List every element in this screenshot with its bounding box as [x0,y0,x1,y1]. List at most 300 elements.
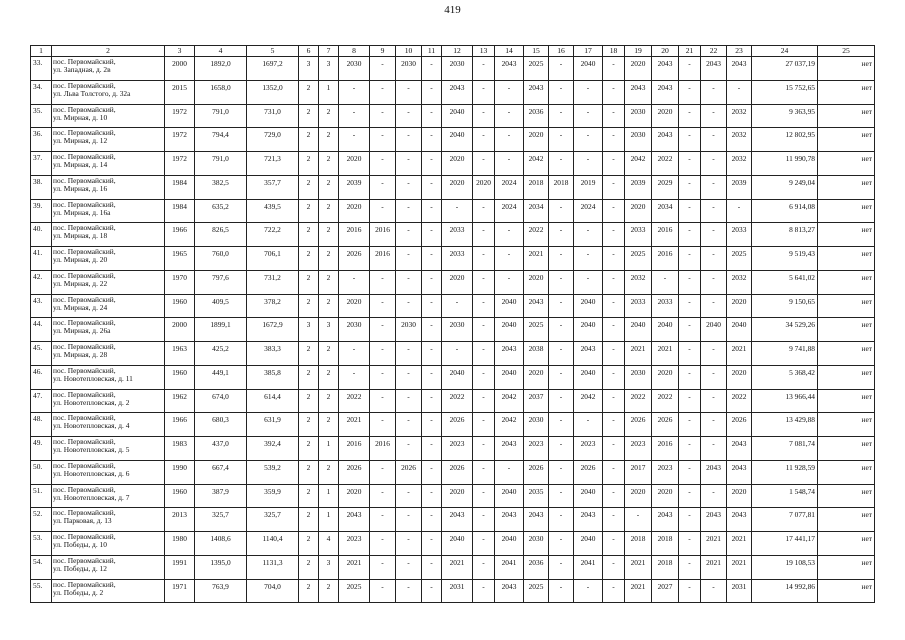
cell-col-21: - [679,152,701,176]
cell-col-7: 1 [319,437,339,461]
cell-col-21: - [679,555,701,579]
row-number: 35. [31,104,52,128]
cell-col-9: - [370,57,396,81]
cell-col-3: 2000 [165,318,195,342]
cell-col-10: - [396,152,422,176]
cell-col-4: 1658,0 [195,80,247,104]
cell-col-7: 4 [319,532,339,556]
cell-col-5: 1352,0 [247,80,299,104]
cell-col-25: нет [818,152,875,176]
cell-col-20: 2022 [652,152,679,176]
cell-col-14: - [495,460,524,484]
cell-col-8: - [339,128,370,152]
cell-col-11: - [422,318,442,342]
cell-col-6: 2 [299,294,319,318]
address-cell [52,484,165,508]
cell-col-9: 2016 [370,223,396,247]
table-body [31,57,875,603]
cell-col-10: - [396,294,422,318]
cell-col-11: - [422,152,442,176]
cell-col-17: - [574,152,603,176]
table-row [31,484,875,508]
cell-col-16: - [549,152,574,176]
cell-col-5: 1697,2 [247,57,299,81]
cell-col-20: 2020 [652,484,679,508]
row-number: 39. [31,199,52,223]
cell-col-20: 2043 [652,80,679,104]
cell-col-3: 1963 [165,342,195,366]
cell-col-6: 3 [299,57,319,81]
cell-col-6: 2 [299,104,319,128]
cell-col-11: - [422,579,442,603]
cell-col-14: 2042 [495,389,524,413]
cell-col-3: 2015 [165,80,195,104]
cell-col-6: 2 [299,413,319,437]
table-row [31,413,875,437]
cell-col-8: - [339,342,370,366]
cell-col-14: - [495,152,524,176]
cell-col-13: - [473,484,495,508]
cell-col-3: 2013 [165,508,195,532]
cell-col-16: 2018 [549,175,574,199]
cell-col-19: 2039 [625,175,652,199]
cell-col-5: 614,4 [247,389,299,413]
cell-col-23: 2043 [727,460,752,484]
cell-col-3: 1972 [165,128,195,152]
cell-col-4: 409,5 [195,294,247,318]
cell-col-18: - [603,57,625,81]
cell-col-5: 1672,9 [247,318,299,342]
cell-col-14: 2040 [495,532,524,556]
cell-col-18: - [603,508,625,532]
cell-col-12: - [442,294,473,318]
cell-col-14: 2040 [495,484,524,508]
cell-col-8: 2026 [339,460,370,484]
cell-col-18: - [603,365,625,389]
cell-col-17: 2040 [574,318,603,342]
cell-col-3: 2000 [165,57,195,81]
cell-col-16: - [549,389,574,413]
cell-col-25: нет [818,413,875,437]
cell-col-13: - [473,270,495,294]
cell-col-6: 2 [299,199,319,223]
table-row [31,460,875,484]
address-cell [52,389,165,413]
cell-col-3: 1965 [165,247,195,271]
cell-col-12: 2030 [442,57,473,81]
cell-col-14: - [495,270,524,294]
cell-col-9: 2016 [370,437,396,461]
cell-col-12: 2040 [442,532,473,556]
cell-col-18: - [603,152,625,176]
cell-col-21: - [679,104,701,128]
cell-col-8: - [339,104,370,128]
cell-col-7: 2 [319,270,339,294]
address-street: ул. Победы, д. 10 [53,540,107,550]
cell-col-11: - [422,342,442,366]
cell-col-24: 9 150,65 [752,294,818,318]
row-number: 55. [31,579,52,603]
address-street: ул. Мирная, д. 12 [53,136,108,146]
cell-col-14: 2024 [495,175,524,199]
cell-col-14: 2043 [495,579,524,603]
cell-col-4: 635,2 [195,199,247,223]
address-settlement: пос. Первомайский, [53,318,116,328]
cell-col-15: 2022 [524,223,549,247]
cell-col-17: - [574,270,603,294]
address-cell [52,555,165,579]
cell-col-25: нет [818,247,875,271]
cell-col-12: - [442,342,473,366]
cell-col-15: 2036 [524,555,549,579]
row-number: 43. [31,294,52,318]
cell-col-5: 439,5 [247,199,299,223]
cell-col-9: - [370,484,396,508]
cell-col-24: 12 802,95 [752,128,818,152]
cell-col-21: - [679,57,701,81]
cell-col-8: 2020 [339,294,370,318]
cell-col-6: 2 [299,508,319,532]
cell-col-8: 2022 [339,389,370,413]
address-cell [52,152,165,176]
register-table [30,45,875,603]
cell-col-20: 2020 [652,365,679,389]
cell-col-3: 1983 [165,437,195,461]
cell-col-13: - [473,223,495,247]
cell-col-13: - [473,318,495,342]
cell-col-16: - [549,460,574,484]
cell-col-19: 2018 [625,532,652,556]
cell-col-6: 2 [299,532,319,556]
cell-col-15: 2036 [524,104,549,128]
column-header-12: 12 [442,46,473,57]
cell-col-4: 760,0 [195,247,247,271]
row-number: 40. [31,223,52,247]
column-header-8: 8 [339,46,370,57]
cell-col-22: - [701,223,727,247]
cell-col-11: - [422,270,442,294]
column-header-17: 17 [574,46,603,57]
row-number: 42. [31,270,52,294]
cell-col-7: 2 [319,223,339,247]
cell-col-6: 3 [299,318,319,342]
cell-col-16: - [549,80,574,104]
table-row [31,199,875,223]
cell-col-17: 2043 [574,342,603,366]
table-row [31,318,875,342]
address-cell [52,223,165,247]
cell-col-12: 2020 [442,175,473,199]
cell-col-19: 2021 [625,579,652,603]
cell-col-23: 2033 [727,223,752,247]
cell-col-20: 2020 [652,104,679,128]
cell-col-12: 2026 [442,413,473,437]
cell-col-20: 2034 [652,199,679,223]
cell-col-13: - [473,57,495,81]
cell-col-3: 1972 [165,104,195,128]
row-number: 52. [31,508,52,532]
cell-col-19: 2020 [625,199,652,223]
cell-col-11: - [422,413,442,437]
address-street: ул. Новотепловская, д. 7 [53,492,130,502]
cell-col-9: - [370,270,396,294]
column-header-15: 15 [524,46,549,57]
cell-col-18: - [603,128,625,152]
address-settlement: пос. Первомайский, [53,365,116,375]
cell-col-5: 1131,3 [247,555,299,579]
cell-col-7: 2 [319,104,339,128]
cell-col-20: 2016 [652,437,679,461]
cell-col-9: 2016 [370,247,396,271]
cell-col-25: нет [818,437,875,461]
cell-col-11: - [422,365,442,389]
address-street: ул. Мирная, д. 28 [53,350,108,360]
cell-col-24: 5 368,42 [752,365,818,389]
address-settlement: пос. Первомайский, [53,128,116,138]
cell-col-16: - [549,484,574,508]
cell-col-24: 34 529,26 [752,318,818,342]
cell-col-17: 2040 [574,484,603,508]
cell-col-23: 2020 [727,484,752,508]
address-street: ул. Мирная, д. 18 [53,231,108,241]
cell-col-25: нет [818,199,875,223]
cell-col-8: 2020 [339,484,370,508]
cell-col-4: 437,0 [195,437,247,461]
cell-col-24: 6 914,08 [752,199,818,223]
cell-col-22: - [701,270,727,294]
address-settlement: пос. Первомайский, [53,104,116,114]
cell-col-23: 2032 [727,152,752,176]
cell-col-9: - [370,318,396,342]
cell-col-4: 791,0 [195,152,247,176]
cell-col-4: 387,9 [195,484,247,508]
cell-col-23: - [727,80,752,104]
cell-col-8: 2021 [339,413,370,437]
cell-col-9: - [370,365,396,389]
cell-col-12: 2033 [442,223,473,247]
address-street: ул. Мирная, д. 24 [53,302,108,312]
cell-col-3: 1984 [165,199,195,223]
cell-col-16: - [549,270,574,294]
cell-col-13: - [473,413,495,437]
cell-col-19: - [625,508,652,532]
cell-col-8: 2020 [339,199,370,223]
address-settlement: пос. Первомайский, [53,579,116,589]
cell-col-11: - [422,199,442,223]
cell-col-19: 2040 [625,318,652,342]
address-cell [52,579,165,603]
cell-col-18: - [603,318,625,342]
cell-col-12: 2031 [442,579,473,603]
cell-col-10: - [396,413,422,437]
cell-col-5: 706,1 [247,247,299,271]
cell-col-5: 357,7 [247,175,299,199]
column-header-7: 7 [319,46,339,57]
cell-col-24: 9 519,43 [752,247,818,271]
cell-col-11: - [422,460,442,484]
cell-col-16: - [549,318,574,342]
cell-col-24: 9 363,95 [752,104,818,128]
address-cell [52,508,165,532]
row-number: 37. [31,152,52,176]
cell-col-10: - [396,270,422,294]
cell-col-4: 382,5 [195,175,247,199]
cell-col-10: - [396,128,422,152]
address-street: ул. Льва Толстого, д. 32а [53,88,131,98]
cell-col-22: - [701,294,727,318]
cell-col-5: 731,2 [247,270,299,294]
table-row [31,508,875,532]
cell-col-20: 2018 [652,555,679,579]
cell-col-7: 1 [319,508,339,532]
column-header-5: 5 [247,46,299,57]
cell-col-15: 2025 [524,57,549,81]
table-row [31,532,875,556]
cell-col-13: - [473,247,495,271]
cell-col-20: 2043 [652,57,679,81]
cell-col-9: - [370,80,396,104]
cell-col-21: - [679,247,701,271]
cell-col-25: нет [818,294,875,318]
cell-col-15: 2030 [524,413,549,437]
address-settlement: пос. Первомайский, [53,199,116,209]
column-header-21: 21 [679,46,701,57]
cell-col-8: - [339,270,370,294]
cell-col-6: 2 [299,579,319,603]
cell-col-20: 2016 [652,247,679,271]
address-settlement: пос. Первомайский, [53,413,116,423]
cell-col-12: 2043 [442,508,473,532]
cell-col-14: 2024 [495,199,524,223]
cell-col-17: 2040 [574,57,603,81]
cell-col-9: - [370,175,396,199]
address-cell [52,318,165,342]
cell-col-11: - [422,128,442,152]
cell-col-16: - [549,532,574,556]
column-header-16: 16 [549,46,574,57]
cell-col-7: 2 [319,247,339,271]
cell-col-11: - [422,437,442,461]
cell-col-18: - [603,294,625,318]
column-header-23: 23 [727,46,752,57]
column-header-2: 2 [52,46,165,57]
cell-col-15: 2018 [524,175,549,199]
cell-col-20: 2022 [652,389,679,413]
cell-col-12: - [442,199,473,223]
cell-col-15: 2042 [524,152,549,176]
cell-col-6: 2 [299,365,319,389]
cell-col-18: - [603,342,625,366]
cell-col-24: 9 249,04 [752,175,818,199]
cell-col-7: 2 [319,294,339,318]
address-settlement: пос. Первомайский, [53,57,116,66]
cell-col-6: 2 [299,555,319,579]
cell-col-5: 704,0 [247,579,299,603]
cell-col-13: - [473,508,495,532]
cell-col-14: - [495,104,524,128]
address-street: ул. Мирная, д. 22 [53,278,108,288]
cell-col-4: 425,2 [195,342,247,366]
cell-col-7: 3 [319,57,339,81]
cell-col-22: 2040 [701,318,727,342]
cell-col-23: 2020 [727,294,752,318]
cell-col-4: 449,1 [195,365,247,389]
address-street: ул. Новотепловская, д. 2 [53,397,130,407]
cell-col-10: - [396,579,422,603]
address-street: ул. Мирная, д. 10 [53,112,108,122]
column-header-13: 13 [473,46,495,57]
cell-col-14: 2040 [495,365,524,389]
cell-col-22: - [701,342,727,366]
cell-col-10: - [396,247,422,271]
cell-col-19: 2017 [625,460,652,484]
cell-col-8: 2016 [339,223,370,247]
cell-col-15: 2023 [524,437,549,461]
cell-col-23: 2021 [727,342,752,366]
address-settlement: пос. Первомайский, [53,508,116,518]
cell-col-22: - [701,437,727,461]
cell-col-14: - [495,223,524,247]
cell-col-12: 2043 [442,80,473,104]
cell-col-19: 2021 [625,555,652,579]
row-number: 54. [31,555,52,579]
cell-col-23: 2043 [727,508,752,532]
cell-col-19: 2043 [625,80,652,104]
address-street: ул. Мирная, д. 26а [53,326,111,336]
cell-col-14: 2043 [495,508,524,532]
cell-col-12: 2026 [442,460,473,484]
cell-col-16: - [549,342,574,366]
cell-col-8: 2025 [339,579,370,603]
address-street: ул. Парковая, д. 13 [53,516,112,526]
cell-col-13: - [473,389,495,413]
cell-col-25: нет [818,57,875,81]
cell-col-19: 2021 [625,342,652,366]
cell-col-22: 2021 [701,532,727,556]
cell-col-14: - [495,80,524,104]
cell-col-22: - [701,128,727,152]
cell-col-3: 1966 [165,223,195,247]
cell-col-25: нет [818,365,875,389]
cell-col-7: 2 [319,579,339,603]
header-row [31,46,875,57]
cell-col-5: 731,0 [247,104,299,128]
cell-col-21: - [679,318,701,342]
cell-col-19: 2032 [625,270,652,294]
address-settlement: пос. Первомайский, [53,389,116,399]
cell-col-22: 2043 [701,57,727,81]
cell-col-7: 2 [319,175,339,199]
cell-col-14: 2043 [495,57,524,81]
cell-col-23: 2026 [727,413,752,437]
cell-col-13: - [473,294,495,318]
cell-col-20: 2021 [652,342,679,366]
cell-col-8: 2026 [339,247,370,271]
cell-col-3: 1990 [165,460,195,484]
cell-col-5: 392,4 [247,437,299,461]
cell-col-20: 2016 [652,223,679,247]
cell-col-21: - [679,199,701,223]
column-header-1: 1 [31,46,52,57]
cell-col-11: - [422,223,442,247]
cell-col-24: 27 037,19 [752,57,818,81]
address-cell [52,270,165,294]
cell-col-21: - [679,342,701,366]
cell-col-20: 2040 [652,318,679,342]
cell-col-19: 2025 [625,247,652,271]
cell-col-23: 2032 [727,128,752,152]
cell-col-15: 2020 [524,128,549,152]
